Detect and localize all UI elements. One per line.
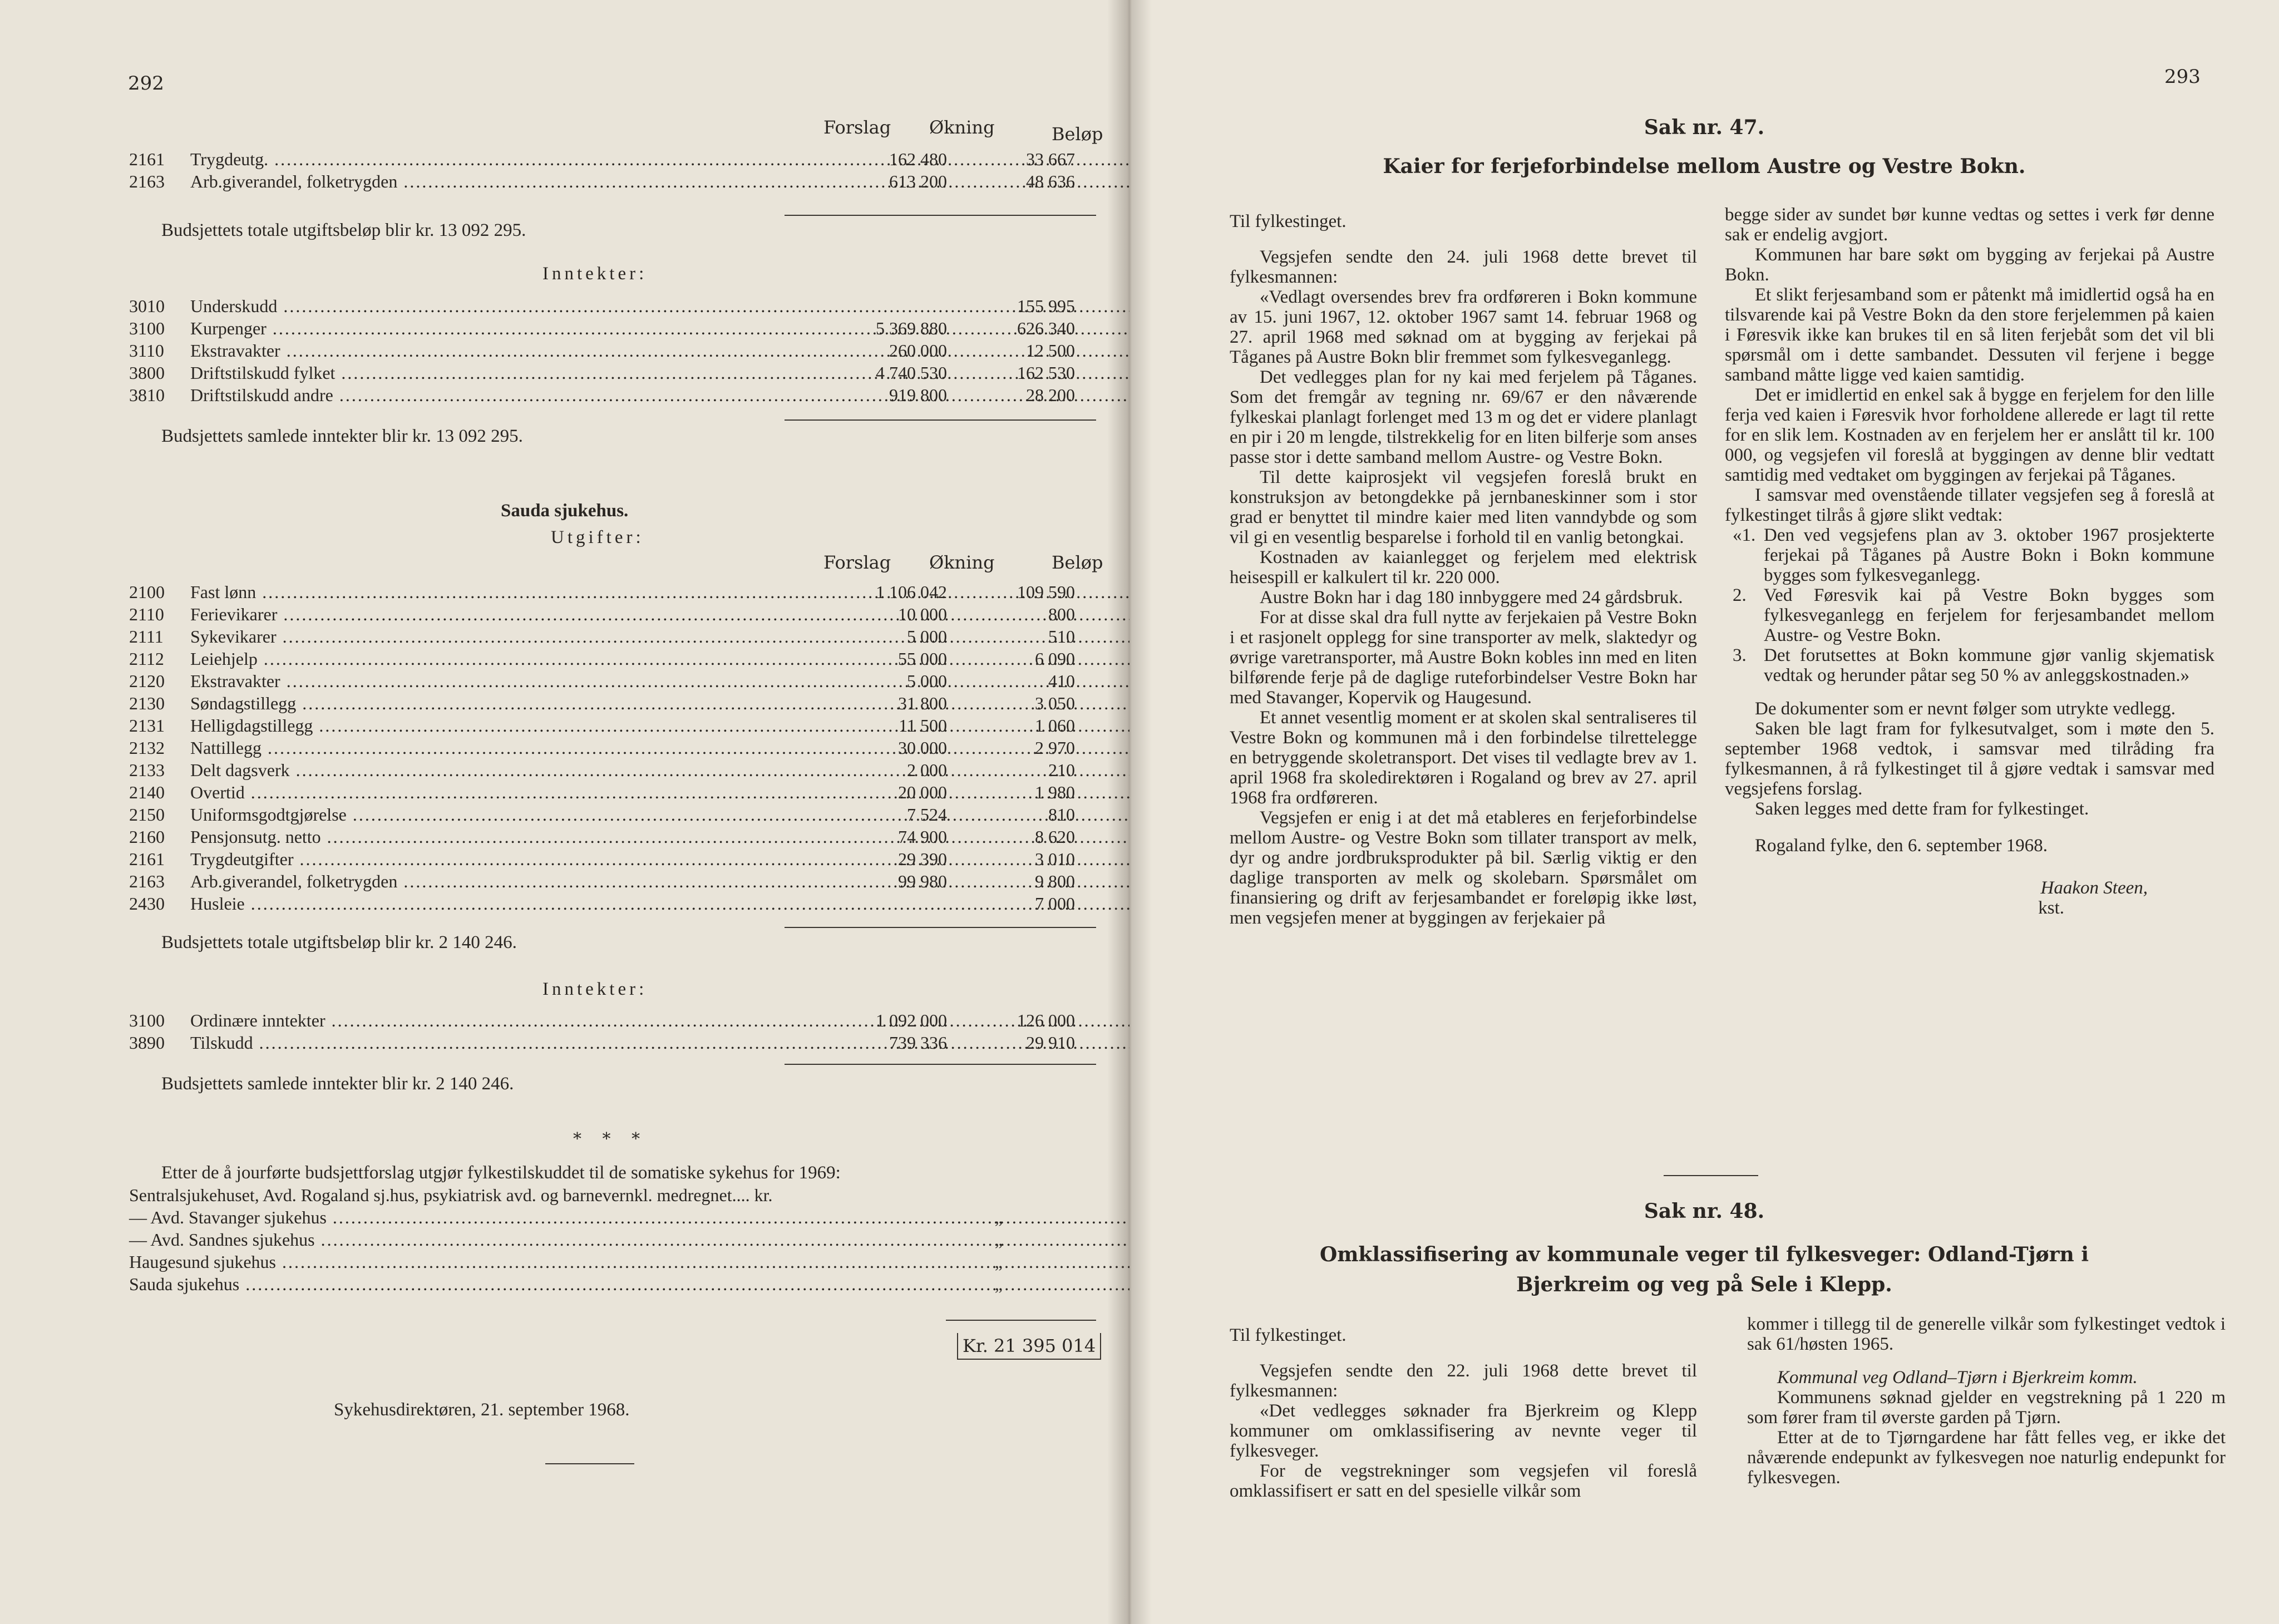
budget-okning: 8 620 [1035,827,1075,847]
paragraph: «Vedlagt oversendes brev fra ordføreren i Bokn kommune av 15. juni 1967, 12. oktober 1967 samt 14. februar 1968 og 27. april 1968 med søknad om at bygging av ferjekai på Tåganes på Austre Bokn blir fremmet som fylkesveganlegg. [1230,287,1697,367]
ditto-mark: „ [994,1252,1003,1272]
budget-forslag: 99 980 [898,871,947,891]
budget-forslag: 74 900 [898,827,947,847]
case-48-column-1 [1230,1325,1697,1501]
budget-okning: 109 590 [1017,582,1075,602]
budget-label: Sykevikarer ..... [190,626,914,646]
budget-label: Underskudd ..... [190,296,914,316]
budget-row [129,171,1097,194]
paragraph: kommer i tillegg til de generelle vilkår som fylkestinget vedtok i sak 61/høsten 1965. [1747,1314,2226,1354]
budget-code: 2100 [129,582,165,602]
list-number: «1. [1733,525,1756,545]
column-header-forslag: Forslag [823,552,891,573]
budget-label: Kurpenger ..... [190,318,914,338]
budget-label: Søndagstillegg ..... [190,693,914,713]
summary-label: Haugesund sjukehus ..... [129,1252,986,1272]
budget-row [129,782,1097,804]
budget-row [129,318,1097,340]
budget-forslag: 30 000 [898,738,947,758]
budget-okning: 1 980 [1035,782,1075,802]
budget-forslag: 919 800 [889,385,947,405]
budget-code: 3100 [129,318,165,338]
budget-label: Arb.giverandel, folketrygden ..... [190,871,914,891]
budget-okning: 28 200 [1026,385,1075,405]
ditto-mark: „ [994,1207,1003,1227]
list-number: 3. [1733,645,1747,665]
paragraph: Rogaland fylke, den 6. september 1968. [1755,836,2048,856]
budget-forslag: 1 092 000 [876,1010,947,1030]
budget-label: Pensjonsutg. netto ..... [190,827,914,847]
budget-okning: 155 995 [1017,296,1075,316]
paragraph: Vegsjefen sendte den 24. juli 1968 dette brevet til fylkesmannen: [1230,247,1697,287]
budget-label: Tilskudd ..... [190,1033,914,1053]
summary-row [129,1274,1097,1296]
budget-label: Nattillegg ..... [190,738,914,758]
total-income-line: Budsjettets samlede inntekter blir kr. 13 092 295. [161,426,523,446]
budget-label: Ekstravakter ..... [190,671,914,691]
paragraph: Vegsjefen er enig i at det må etableres en ferjeforbindelse mellom Austre- og Vestre Bokn som tillater transport av melk, dyr og andre jordbruksprodukter på bil. Særlig viktig er den daglige transporten av melk og skolebarn. Spørsmålet om finansiering og drift av ferjesambandet er foreløpig ikke løst, men vegsjefen mener at byggingen av ferjekaier på [1230,808,1697,928]
summary-row [129,1230,1097,1252]
column-header-belop: Beløp [1052,552,1103,573]
list-text: Ved Føresvik kai på Vestre Bokn bygges som fylkesveganlegg en ferjelem for ferjesambandet mellom Austre- og Vestre Bokn. [1764,585,2214,645]
left-page [0,0,1129,1624]
budget-forslag: 20 000 [898,782,947,802]
list-item [1725,585,2214,645]
budget-row [129,1010,1097,1033]
budget-okning: 3 050 [1035,693,1075,713]
budget-okning: 33 667 [1026,149,1075,169]
budget-forslag: 29 390 [898,849,947,869]
paragraph: begge sider av sundet bør kunne vedtas og settes i verk før denne sak er endelig avgjort. [1725,205,2214,245]
summary-label: — Avd. Stavanger sjukehus ..... [129,1207,986,1227]
sum-rule [946,1320,1096,1321]
budget-okning: 9 800 [1035,871,1075,891]
paragraph: I samsvar med ovenstående tillater vegsjefen seg å foreslå at fylkestinget tilrås å gjøre slikt vedtak: [1725,485,2214,525]
budget-okning: 1 060 [1035,715,1075,736]
budget-code: 2132 [129,738,165,758]
column-header-forslag: Forslag [823,117,891,138]
budget-row [129,671,1097,693]
end-rule [545,1463,634,1464]
budget-okning: 29 910 [1026,1033,1075,1053]
budget-code: 2140 [129,782,165,802]
budget-row [129,849,1097,871]
budget-forslag: 11 500 [899,715,947,736]
budget-okning: 48 636 [1026,171,1075,191]
budget-label: Husleie ..... [190,894,914,914]
budget-label: Trygdeutgifter ..... [190,849,914,869]
budget-forslag: 5 000 [907,671,947,691]
budget-forslag: 613 200 [889,171,947,191]
budget-okning: 510 [1048,626,1075,646]
budget-okning: 3 010 [1035,849,1075,869]
paragraph: Kostnaden av kaianlegget og ferjelem med elektrisk heisespill er kalkulert til kr. 220 000. [1230,547,1697,588]
budget-okning: 6 090 [1035,649,1075,669]
budget-row [129,385,1097,407]
budget-label: Arb.giverandel, folketrygden ..... [190,171,914,191]
sum-rule [785,927,1096,928]
budget-code: 3110 [129,340,164,361]
budget-forslag: 10 000 [898,604,947,624]
budget-row [129,626,1097,649]
sum-rule [785,1064,1096,1065]
budget-code: 2161 [129,149,165,169]
budget-forslag: 739 336 [889,1033,947,1053]
case-48-subtitle-line-2: Bjerkreim og veg på Sele i Klepp. [1516,1273,1892,1296]
paragraph: Kommunal veg Odland–Tjørn i Bjerkreim komm. [1777,1368,2138,1388]
budget-label: Uniformsgodtgjørelse ..... [190,804,914,825]
budget-okning: 210 [1048,760,1075,780]
budget-code: 2110 [129,604,164,624]
budget-row [129,804,1097,827]
right-page [1129,0,2279,1624]
budget-code: 2133 [129,760,165,780]
budget-forslag: 1 106 042 [876,582,947,602]
budget-label: Driftstilskudd andre ..... [190,385,914,405]
paragraph: Saken legges med dette fram for fylkestinget. [1755,799,2089,819]
budget-row [129,149,1097,171]
budget-forslag: 5 369 880 [876,318,947,338]
budget-okning: 810 [1048,804,1075,825]
budget-code: 3890 [129,1033,165,1053]
expenses-heading: Utgifter: [551,527,644,547]
budget-code: 2112 [129,649,164,669]
case-48-subtitle-line-1: Omklassifisering av kommunale veger til fylkesveger: Odland-Tjørn i [1319,1243,2089,1266]
budget-forslag: 162 480 [889,149,947,169]
case-48-column-2 [1747,1314,2226,1488]
budget-forslag: 55 000 [898,649,947,669]
case-47-title: Sak nr. 47. [1644,116,1765,139]
budget-okning: 7 000 [1035,894,1075,914]
budget-row [129,604,1097,626]
separator-stars: * * * [573,1129,648,1149]
ditto-mark: „ [994,1274,1003,1294]
list-item [1725,525,2214,585]
budget-row [129,693,1097,715]
case-47-column-2 [1725,205,2214,918]
list-number: 2. [1733,585,1747,605]
list-item [1725,645,2214,685]
paragraph: For de vegstrekninger som vegsjefen vil foreslå omklassifisert er satt en del spesielle vilkår som [1230,1461,1697,1501]
paragraph: Vegsjefen sendte den 22. juli 1968 dette brevet til fylkesmannen: [1230,1361,1697,1401]
budget-label: Ferievikarer ..... [190,604,914,624]
total-expenses-line: Budsjettets totale utgiftsbeløp blir kr. 2 140 246. [161,932,517,952]
paragraph: «Det vedlegges søknader fra Bjerkreim og Klepp kommuner om omklassifisering av nevnte veger til fylkesveger. [1230,1401,1697,1461]
sum-rule [785,215,1096,216]
summary-label: Sentralsjukehuset, Avd. Rogaland sj.hus, psykiatrisk avd. og barnevernkl. medregnet.... kr. [129,1185,773,1205]
budget-label: Helligdagstillegg ..... [190,715,914,736]
total-expenses-line: Budsjettets totale utgiftsbeløp blir kr. 13 092 295. [161,220,526,240]
paragraph: Til fylkestinget. [1230,211,1346,231]
paragraph: De dokumenter som er nevnt følger som utrykte vedlegg. [1755,699,2176,719]
budget-code: 3010 [129,296,165,316]
budget-okning: 2 970 [1035,738,1075,758]
budget-code: 2130 [129,693,165,713]
budget-row [129,738,1097,760]
ditto-mark: „ [994,1230,1003,1250]
sum-rule [785,419,1096,421]
budget-code: 3800 [129,363,165,383]
paragraph: Det er imidlertid en enkel sak å bygge en ferjelem for den lille ferja ved kaien i Føresvik hvor forholdene allerede er lagt til rette for en slik lem. Kostnaden av en ferjelem her er anslått til kr. 100 000, og vegsjefen vil foreslå at byggingen av denne blir vedtatt samtidig med vedtaket om byggingen av ferjekai på Tåganes. [1725,385,2214,485]
income-heading: Inntekter: [542,979,648,999]
page-number: 292 [128,72,164,95]
total-income-line: Budsjettets samlede inntekter blir kr. 2 140 246. [161,1074,514,1094]
budget-label: Driftstilskudd fylket ..... [190,363,914,383]
budget-forslag: 31 800 [898,693,947,713]
paragraph: Austre Bokn har i dag 180 innbyggere med 24 gårdsbruk. [1260,588,1683,608]
case-47-subtitle: Kaier for ferjeforbindelse mellom Austre og Vestre Bokn. [1383,155,2026,178]
budget-forslag: 260 000 [889,340,947,361]
list-text: Den ved vegsjefens plan av 3. oktober 1967 prosjekterte ferjekai på Tåganes på Austre Bokn i Bokn kommune bygges som fylkesveganlegg. [1764,525,2214,585]
budget-forslag: 2 000 [907,760,947,780]
paragraph: Etter at de to Tjørngardene har fått felles veg, er ikke det nåværende endepunkt av fylkesvegen noe naturlig endepunkt for fylkesvegen. [1747,1428,2226,1488]
paragraph: Kommunen har bare søkt om bygging av ferjekai på Austre Bokn. [1725,245,2214,285]
budget-label: Leiehjelp ..... [190,649,914,669]
budget-row [129,760,1097,782]
budget-forslag: 5 000 [907,626,947,646]
paragraph: Til dette kaiprosjekt vil vegsjefen foreslå brukt en konstruksjon av betongdekke på jernbaneskinner som i stor grad er benyttet til mindre kaier med liten vanndybde og som vil gi en vesentlig besparelse i forhold til en vanlig betongkai. [1230,467,1697,547]
budget-okning: 126 000 [1017,1010,1075,1030]
budget-row [129,340,1097,363]
page-number: 293 [2164,66,2201,88]
column-header-belop: Beløp [1052,124,1103,145]
summary-row [129,1252,1097,1274]
paragraph: For at disse skal dra full nytte av ferjekaien på Vestre Bokn i et rasjonelt opplegg for sine transporter av melk, slaktedyr og øvrige varetransporter, må Austre Bokn kobles inn med en liten bilførende ferje på de daglige ruteforbindelser Vestre Bokn har med Stavanger, Kopervik og Haugesund. [1230,608,1697,708]
budget-code: 2111 [129,626,164,646]
paragraph: Til fylkestinget. [1230,1325,1346,1345]
case-47-column-1 [1230,211,1697,928]
budget-code: 2131 [129,715,165,736]
budget-row [129,715,1097,738]
budget-code: 2430 [129,894,165,914]
paragraph: Et annet vesentlig moment er at skolen skal sentraliseres til Vestre Bokn og kommunen må i den forbindelse tilrettelegge en betryggende skoletransport. Det vises til vedlagte brev av 1. april 1968 fra skoledirektøren i Rogaland og brev av 27. april 1968 fra ordføreren. [1230,708,1697,808]
budget-row [129,894,1097,916]
budget-code: 2120 [129,671,165,691]
case-48-title: Sak nr. 48. [1644,1200,1765,1223]
budget-label: Overtid ..... [190,782,914,802]
book-gutter [1107,0,1152,1624]
budget-forslag: 4 740 530 [876,363,947,383]
budget-code: 2150 [129,804,165,825]
column-header-okning: Økning [929,117,995,138]
paragraph: Det vedlegges plan for ny kai med ferjelem på Tåganes. Som det fremgår av tegning nr. 69/67 er den nåværende fylkeskai planlagt forlenget med 13 m og det er videre planlagt en pir i 20 m lengde, tilstrekkelig for en liten bilferje som anses passe stor i dette samband mellom Austre- og Vestre Bokn. [1230,367,1697,467]
signature-line: Sykehusdirektøren, 21. september 1968. [334,1400,630,1420]
budget-okning: 162 530 [1017,363,1075,383]
budget-row [129,871,1097,894]
budget-code: 2161 [129,849,165,869]
paragraph: Saken ble lagt fram for fylkesutvalget, som i møte den 5. september 1968 vedtok, i samsvar med tilråding fra fylkesmannen, å rå fylkestinget til å gjøre vedtak i samsvar med vegsjefens forslag. [1725,719,2214,799]
paragraph: Kommunens søknad gjelder en vegstrekning på 1 220 m som fører fram til øverste garden på Tjørn. [1747,1388,2226,1428]
summary-intro: Etter de å jourførte budsjettforslag utgjør fylkestilskuddet til de somatiske sykehus for 1969: [161,1163,841,1183]
signer-name: Haakon Steen, [2040,878,2148,898]
budget-okning: 12 500 [1026,340,1075,361]
paragraph: Et slikt ferjesamband som er påtenkt må imidlertid også ha en tilsvarende kai på Vestre Bokn da den store ferjelemmen på kaien i Føresvik ikke kan brukes til en så liten ferjebåt som det vil bli spørsmål om i dette sambandet. Dessuten vil ferjene i begge samband måtte ligge ved kaien samtidig. [1725,285,2214,385]
grand-total: Kr. 21 395 014 [957,1333,1101,1360]
section-rule [1664,1175,1758,1176]
budget-label: Ekstravakter ..... [190,340,914,361]
signer-role: kst. [2038,898,2064,918]
budget-code: 3810 [129,385,165,405]
hospital-title: Sauda sjukehus. [501,501,629,521]
column-header-okning: Økning [929,552,995,573]
budget-label: Delt dagsverk ..... [190,760,914,780]
summary-row [129,1185,1097,1207]
budget-forslag: 7 524 [907,804,947,825]
list-text: Det forutsettes at Bokn kommune gjør vanlig skjematisk vedtak og herunder påtar seg 50 % av anleggskostnaden.» [1764,645,2214,685]
budget-code: 2163 [129,171,165,191]
budget-row [129,363,1097,385]
budget-label: Trygdeutg. ..... [190,149,914,169]
income-heading: Inntekter: [542,264,648,284]
budget-row [129,1033,1097,1055]
budget-label: Ordinære inntekter ..... [190,1010,914,1030]
budget-code: 2163 [129,871,165,891]
budget-row [129,827,1097,849]
budget-okning: 800 [1048,604,1075,624]
budget-label: Fast lønn ..... [190,582,914,602]
budget-code: 2160 [129,827,165,847]
summary-row [129,1207,1097,1230]
budget-okning: 626 340 [1017,318,1075,338]
budget-row [129,649,1097,671]
summary-label: Sauda sjukehus ..... [129,1274,986,1294]
budget-code: 3100 [129,1010,165,1030]
budget-row [129,296,1097,318]
budget-okning: 410 [1048,671,1075,691]
summary-label: — Avd. Sandnes sjukehus ..... [129,1230,986,1250]
budget-row [129,582,1097,604]
